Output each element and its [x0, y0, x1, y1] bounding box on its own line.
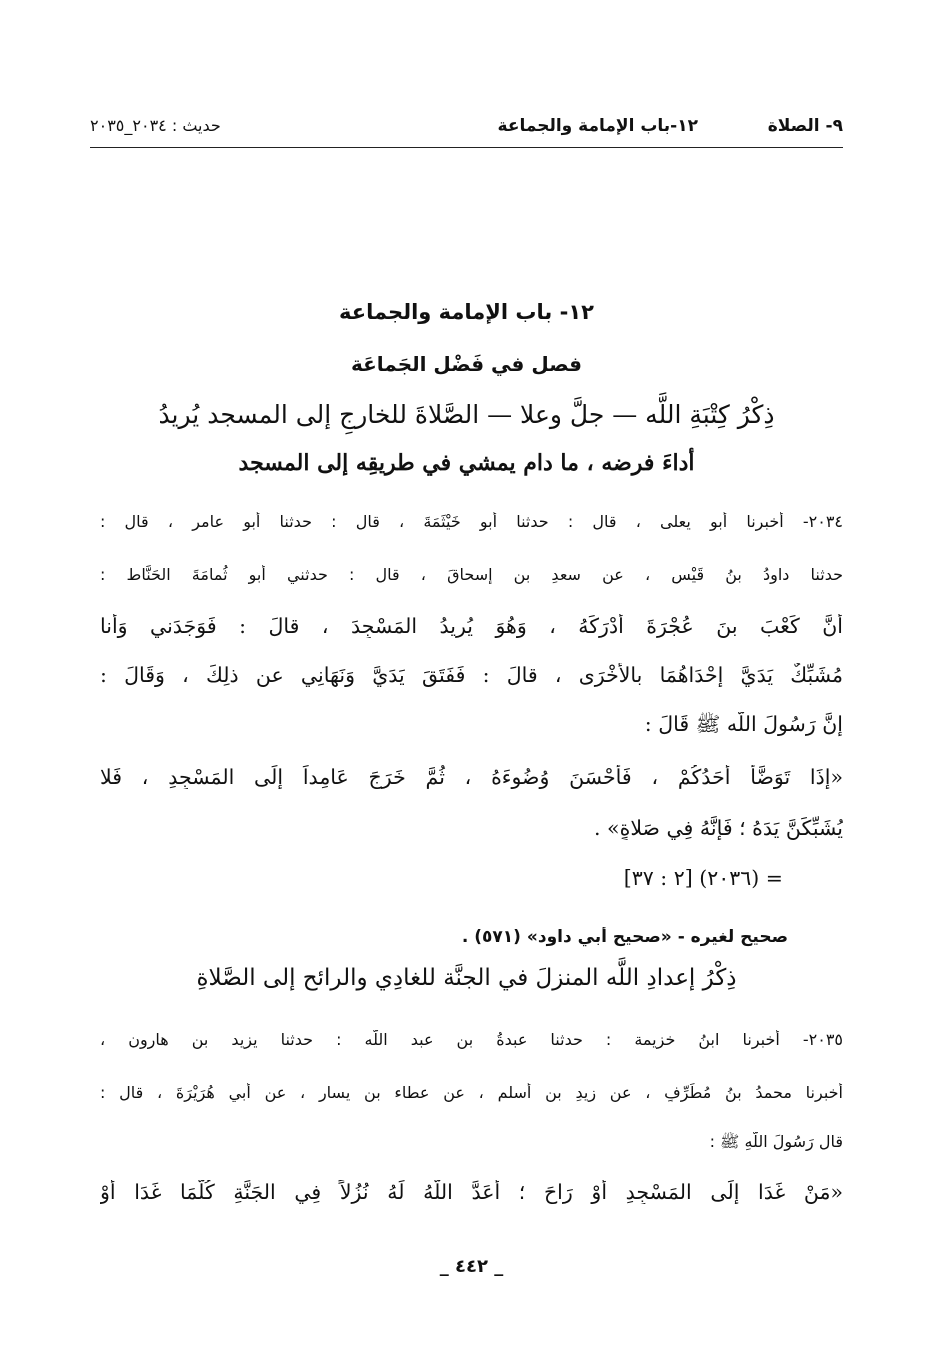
fasl-title: فصل في فَضْل الجَماعَة	[350, 352, 582, 376]
dhikr-heading-line: ذِكْرُ كِتْبَةِ اللَّه — جلَّ وعلا — الصَّلاةَ للخارجِ إلى المسجد يُريدُ	[158, 400, 775, 429]
hadith-text-line: إنَّ رَسُولَ اللَّه ﷺ قَالَ :	[644, 712, 843, 736]
isnad-line: قال رَسُولَ اللَّهِ ﷺ :	[709, 1132, 843, 1151]
hadith-text-line: مُشَبِّكٌ يَدَيَّ إحْدَاهُمَا بالأُخْرَى ، قالَ : فَفَتَقَ يَدَيَّ وَنَهَانِي عن ذلِكَ ، وَقَالَ :	[100, 663, 843, 687]
header-section: ١٢-باب الإمامة والجماعة	[497, 116, 698, 136]
hadith-quote-line: «مَنْ غَدَا إِلَى المَسْجِدِ أَوْ رَاحَ ؛ أَعَدَّ اللَّهُ لَهُ نُزُلاً فِي الجَنَّةِ كُلَّمَا غَدَا أَوْ	[100, 1180, 843, 1204]
grading-note: صحيح لغيره - «صحيح أبي داود» (٥٧١) .	[461, 927, 788, 947]
dhikr-heading-line: أداءَ فرضه ، ما دام يمشي في طريقِه إلى المسجد	[238, 450, 695, 476]
isnad-line: حدثنا داودُ بنُ قَيْس ، عن سعدِ بن إسحاقَ ، قال : حدثني أبو ثُمامَةَ الحَنَّاط :	[100, 565, 843, 584]
header-chapter: ٩- الصلاة	[767, 116, 843, 136]
hadith-quote-line: يُشَبِّكَنَّ يَدَهُ ؛ فَإِنَّهُ فِي صَلاةٍ» .	[594, 816, 843, 840]
cross-reference: = (٢٠٣٦) [٢ : ٣٧]	[623, 866, 783, 890]
dhikr-heading-line: ذِكْرُ إعدادِ اللَّه المنزلَ في الجنَّة للغادِي والرائح إلى الصَّلاةِ	[196, 965, 737, 991]
running-header	[90, 112, 843, 146]
header-divider	[90, 147, 843, 148]
hadith-quote-line: «إِذَا تَوَضَّأَ أَحَدُكُمْ ، فَأَحْسَنَ وُضُوءَهُ ، ثُمَّ خَرَجَ عَامِداً إِلَى المَسْجِدِ ، فَلا	[100, 765, 843, 789]
hadith-text-line: أنَّ كَعْبَ بنَ عُجْرَةَ أَدْرَكَهُ ، وَهُوَ يُرِيدُ المَسْجِدَ ، قالَ : فَوَجَدَني وَأَنا	[100, 614, 843, 638]
isnad-line: ٢٠٣٥- أخبرنا ابنُ خزيمة : حدثنا عبدةُ بن عبد اللَّه : حدثنا يزيد بن هارون ،	[100, 1030, 843, 1049]
isnad-line: أخبرنا محمدُ بنُ مُطَرِّفٍ ، عن زيدِ بن أسلم ، عن عطاء بن يسار ، عن أبي هُرَيْرَةَ ، قال :	[100, 1083, 843, 1102]
page-number: _ ٤٤٢ _	[439, 1256, 504, 1277]
isnad-line: ٢٠٣٤- أخبرنا أبو يعلى ، قال : حدثنا أبو خَيْثَمَةَ ، قال : حدثنا أبو عامر ، قال :	[100, 512, 843, 531]
bab-title: ١٢- باب الإمامة والجماعة	[339, 300, 594, 324]
header-hadith-range: حديث : ٢٠٣٤_٢٠٣٥	[90, 116, 221, 135]
